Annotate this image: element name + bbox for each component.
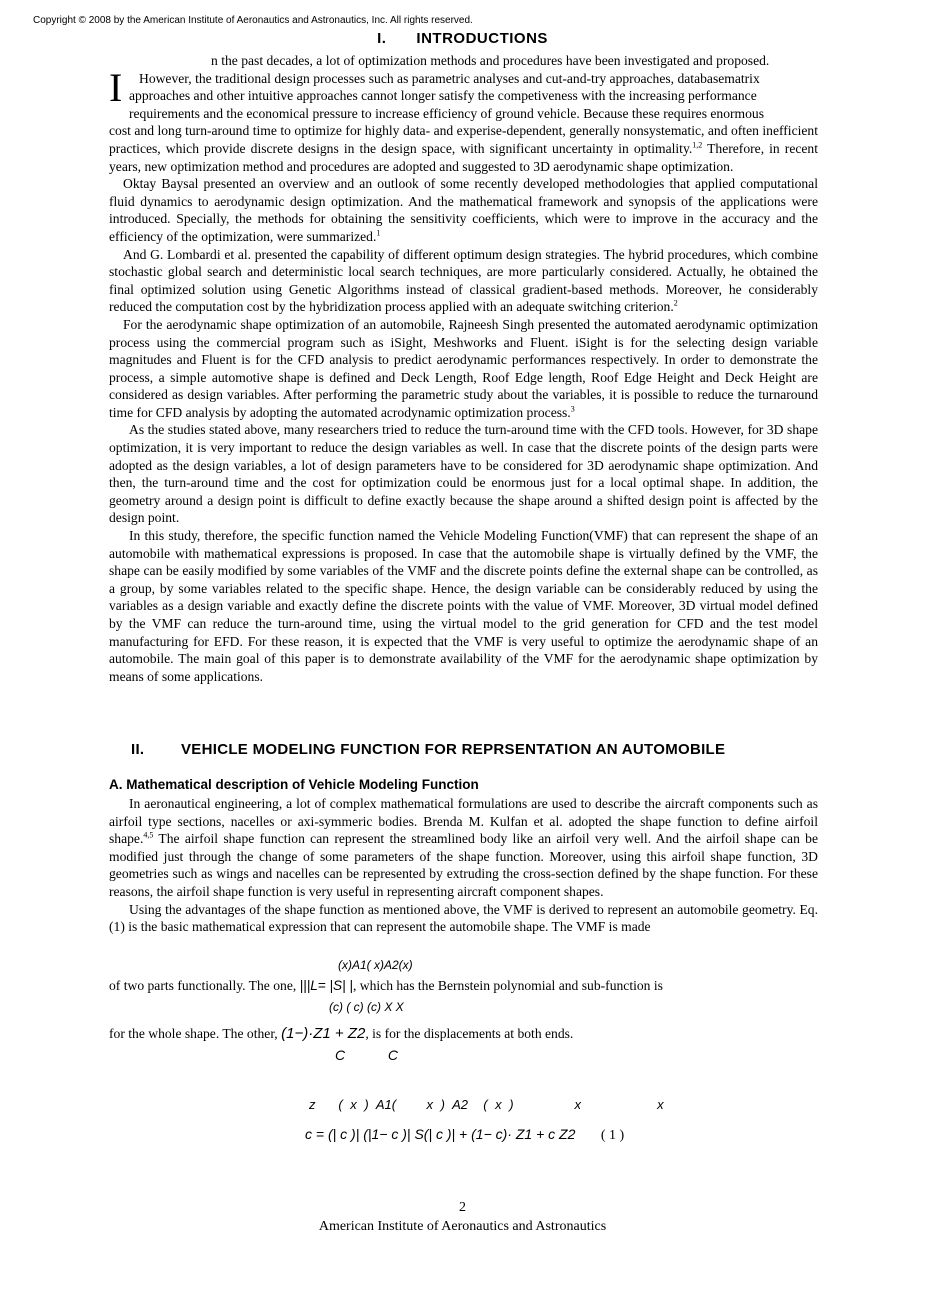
inline-expression-1-top: (x)A1( x)A2(x) [338, 958, 413, 972]
paragraph-1-line-1: n the past decades, a lot of optimization methods and procedures have been investigated and proposed. [211, 53, 770, 68]
paragraph-1-rest [109, 122, 818, 175]
equation-1-number: ( 1 ) [600, 1128, 625, 1143]
copyright-notice: Copyright © 2008 by the American Institute of Aeronautics and Astronautics, Inc. All rights reserved. [33, 15, 473, 26]
section-2-heading [131, 741, 725, 758]
section-2-line-2-end: , which has the Bernstein polynomial and sub-function is [352, 978, 663, 993]
section-2-paragraph-1-tail: The airfoil shape function can represent the streamlined body like an airfoil very well. And the airfoil shape can be modified just through the change of some parameters of the shape function. Moreover, using this airfoil shape function, 3D geometries such as wings and nacelles can be represented by extruding the cross-section defined by the shape function. For these reasons, the airfoil shape function is very useful in representing aircraft component shapes. [109, 831, 818, 899]
paragraph-1-rest-text: cost and long turn-around time to optimize for highly data- and experise-dependent, generally nonsystematic, and often inefficient practices, which provide discrete designs in the design space, with significant uncertainty in optimality. [109, 123, 818, 156]
equation-1-body: c = (| c )| (|1− c )| S(| c )| + (1− c)· Z1 + c Z2 [305, 1126, 576, 1142]
inline-expression-1-bottom: (c) ( c) (c) X X [329, 1000, 404, 1014]
equation-1-top-line: z ( x ) A1( x ) A2 ( x ) x x [309, 1097, 664, 1112]
section-2-number: II. [131, 741, 145, 758]
footer-organization: American Institute of Aeronautics and Astronautics [318, 1219, 607, 1234]
paragraph-1-line-4: requirements and the economical pressure to increase efficiency of ground vehicle. Because these requires enormous [129, 105, 765, 121]
citation-1-2: 1,2 [692, 140, 703, 150]
section-1-number: I. [377, 30, 387, 47]
section-2-line-2-start: of two parts functionally. The one, [109, 978, 297, 993]
paragraph-5: As the studies stated above, many researchers tried to reduce the turn-around time with the CFD tools. However, for 3D shape optimization, it is very important to reduce the design variables as well. In case that the discrete points of the design parts were adopted as the design variables, a lot of design parameters have to be considered for 3D aerodynamic shape optimization. And then, the turn-around time and the cost for optimization could be enormous just for a local optimal shape. In addition, the geometry around a design point is difficult to define exactly because the shape around a shifted design point is affected by the design point. [109, 422, 818, 526]
paragraph-1 [109, 52, 818, 175]
equation-1 [305, 1126, 624, 1144]
section-2-line-3-end: , is for the displacements at both ends. [365, 1026, 574, 1041]
inline-expression-2: (1−)·Z1 + Z2 [281, 1025, 366, 1042]
paragraph-4-text: For the aerodynamic shape optimization of an automobile, Rajneesh Singh presented the automated aerodynamic optimization process using the commercial program such as iSight, Meshworks and Fluent. iSight is for the selecting design variable magnitudes and Fluent is for the CFD analysis to predict aerodynamic performances respectively. In order to demonstrate the process, a simple automotive shape is defined and Deck Length, Roof Edge length, Roof Edge Height and Deck Height are considered as design variables. After performing the parametric study about the variables, it is possible to reduce the turnaround time for CFD analysis by adopting the automated acrodynamic optimization process. [109, 316, 818, 420]
section-2-body [109, 795, 818, 936]
citation-1: 1 [376, 228, 381, 238]
section-2-line-2 [109, 978, 663, 994]
dropcap-letter: I [109, 65, 123, 110]
introduction-body [109, 52, 818, 685]
paragraph-2-text: Oktay Baysal presented an overview and an outlook of some recently developed methodologies that applied computational fluid dynamics to aerodynamic design optimization. And the mathematical framework and synopsis of the applications were introduced. Specially, the methods for obtaining the sensitivity coefficients, which were to improve in the accuracy and the efficiency of the optimization, were summarized. [109, 176, 818, 244]
paragraph-1-line-3: approaches and other intuitive approaches cannot longer satisfy the competiveness with the increasing performance [129, 88, 757, 104]
citation-3: 3 [570, 404, 575, 414]
section-2-line-3-start: for the whole shape. The other, [109, 1026, 278, 1041]
section-1-title: INTRODUCTIONS [416, 30, 548, 47]
paragraph-4 [109, 316, 818, 422]
section-1-heading [0, 30, 925, 47]
section-2-paragraph-1 [109, 795, 818, 901]
citation-2: 2 [673, 298, 678, 308]
subsection-a-title: A. Mathematical description of Vehicle Modeling Function [109, 777, 479, 792]
section-2-line-3 [109, 1025, 573, 1042]
section-2-paragraph-2: Using the advantages of the shape function as mentioned above, the VMF is derived to represent an automobile geometry. Eq. (1) is the basic mathematical expression that can represent the automobile shape. The VMF is made [109, 901, 818, 935]
paragraph-6: In this study, therefore, the specific function named the Vehicle Modeling Function(VMF) that can represent the shape of an automobile with mathematical expressions is proposed. In case that the automobile shape is virtually defined by the VMF, the shape can be easily modified by some variables of the VMF and the discrete points define the external shape can be controlled, as a group, by some variables related to the specific shape. Hence, the design variable can be considerably reduced by using the variables as a design variable and exactly define the discrete points with the value of VMF. Moreover, 3D virtual model defined by the VMF can reduce the turn-around time, using the virtual model to the grid generation for CFD and the test model manufacturing for EFD. For these reason, it is expected that the VMF is very useful to optimize the aerodynamic shape of an automobile. The main goal of this paper is to demonstrate availability of the VMF for the aerodynamic shape optimization by means of some applications. [109, 528, 818, 684]
paragraph-3 [109, 246, 818, 316]
paragraph-1-line-2: However, the traditional design processes such as parametric analyses and cut-and-try approaches, databasematrix [139, 70, 760, 86]
section-2-paragraph-1-text: In aeronautical engineering, a lot of complex mathematical formulations are used to describe the aircraft components such as airfoil type sections, nacelles or axi-symmeric bodies. Brenda M. Kulfan et al. adopted the shape function to define airfoil shape. [109, 796, 818, 847]
citation-4-5: 4,5 [143, 830, 154, 840]
inline-expression-2-bottom: C C [335, 1047, 399, 1063]
paragraph-1-tail: Therefore, in recent years, new optimization method and procedures are adopted and suggested to 3D aerodynamic shape optimization. [109, 140, 818, 174]
page-number: 2 [459, 1200, 466, 1215]
section-2-title: VEHICLE MODELING FUNCTION FOR REPRSENTATION AN AUTOMOBILE [181, 741, 726, 758]
paragraph-2 [109, 175, 818, 245]
paragraph-3-text: And G. Lombardi et al. presented the capability of different optimum design strategies. The hybrid procedures, which combine stochastic global search and deterministic local search techniques, are more particularly considered. Actually, he obtained the final optimized solution using Genetic Algorithms instead of classical gradient-based methods. Moreover, he considerably reduced the computation cost by the hybridization process applied with an adequate switching criterion. [109, 246, 818, 315]
inline-expression-1: |||L= |S| | [299, 978, 353, 993]
